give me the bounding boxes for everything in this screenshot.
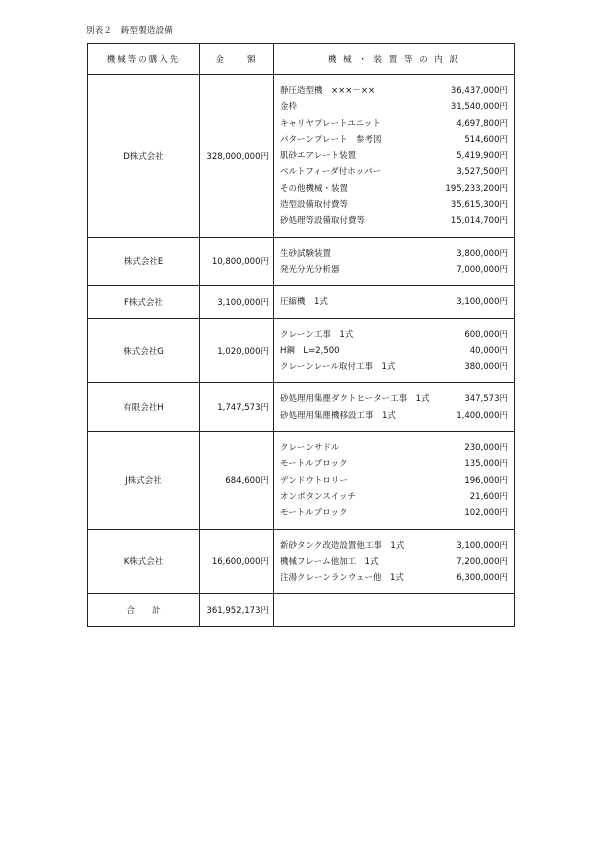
table-row: [88, 318, 515, 383]
header-details: 機 械 ・ 装 置 等 の 内 訳: [274, 44, 515, 75]
amount-cell: 1,747,573円: [200, 383, 274, 432]
item-name: キャリヤプレートユニット: [280, 118, 381, 129]
detail-line: [280, 570, 508, 586]
detail-line: [280, 505, 508, 521]
equipment-table: [87, 43, 515, 627]
item-name: デンドウトロリー: [280, 475, 348, 486]
detail-line: [280, 132, 508, 148]
item-price: 380,000円: [464, 362, 508, 373]
item-price: 5,419,900円: [456, 151, 508, 162]
item-price: 4,697,800円: [456, 118, 508, 129]
item-price: 21,600円: [469, 491, 508, 502]
detail-line: [280, 408, 508, 424]
amount-cell: 328,000,000円: [200, 75, 274, 238]
amount-cell: 1,020,000円: [200, 318, 274, 383]
detail-line: [280, 197, 508, 213]
vendor-cell: F株式会社: [88, 286, 200, 318]
vendor-cell: 株式会社G: [88, 318, 200, 383]
item-name: 機械フレーム他加工 1式: [280, 556, 379, 567]
table-row: [88, 237, 515, 286]
item-name: ベルトフィーダ付ホッパー: [280, 167, 382, 178]
detail-line: [280, 83, 508, 99]
detail-line: [280, 343, 508, 359]
item-name: 砂処理用集塵ダクトヒーター工事 1式: [280, 394, 430, 405]
table-row: [88, 75, 515, 238]
item-name: 注湯クレーンランウェー他 1式: [280, 573, 404, 584]
item-name: 圧縮機 1式: [280, 297, 328, 308]
vendor-cell: D株式会社: [88, 75, 200, 238]
item-price: 3,100,000円: [456, 540, 508, 551]
item-name: 生砂試験装置: [280, 248, 332, 259]
item-price: 102,000円: [464, 508, 508, 519]
amount-cell: 684,600円: [200, 432, 274, 529]
item-name: その他機械・装置: [280, 183, 349, 194]
detail-line: [280, 327, 508, 343]
details-cell: [274, 383, 515, 432]
item-price: 1,400,000円: [456, 410, 508, 421]
table-row: [88, 286, 515, 318]
item-name: 金枠: [280, 102, 298, 113]
item-name: クレーンサドル: [280, 443, 340, 454]
detail-line: [280, 99, 508, 115]
detail-line: [280, 181, 508, 197]
detail-line: [280, 294, 508, 310]
item-price: 35,615,300円: [450, 200, 508, 211]
item-price: 347,573円: [464, 394, 508, 405]
detail-line: [280, 213, 508, 229]
item-price: 3,800,000円: [456, 248, 508, 259]
total-empty-cell: [274, 594, 515, 627]
detail-line: [280, 473, 508, 489]
detail-line: [280, 262, 508, 278]
vendor-cell: 有限会社H: [88, 383, 200, 432]
item-name: 肌砂エアレート装置: [280, 151, 357, 162]
item-price: 7,000,000円: [456, 264, 508, 275]
item-price: 230,000円: [464, 443, 508, 454]
table-caption: 別表２ 鋳型製造設備: [86, 26, 174, 36]
detail-line: [280, 246, 508, 262]
detail-line: [280, 148, 508, 164]
table-row: [88, 529, 515, 594]
total-row: [88, 594, 515, 627]
details-cell: [274, 75, 515, 238]
item-name: 砂処理等設備取付費等: [280, 216, 366, 227]
vendor-cell: K株式会社: [88, 529, 200, 594]
header-row: [88, 44, 515, 75]
amount-cell: 10,800,000円: [200, 237, 274, 286]
item-price: 31,540,000円: [450, 102, 508, 113]
item-price: 15,014,700円: [450, 216, 508, 227]
total-label: 合 計: [88, 594, 200, 627]
detail-line: [280, 456, 508, 472]
table-body: [88, 75, 515, 627]
detail-line: [280, 359, 508, 375]
item-name: クレーン工事 1式: [280, 329, 354, 340]
item-price: 36,437,000円: [450, 86, 508, 96]
detail-line: [280, 489, 508, 505]
detail-line: [280, 164, 508, 180]
table-row: [88, 383, 515, 432]
item-name: オンボタンスイッチ: [280, 491, 356, 502]
detail-line: [280, 554, 508, 570]
item-price: 3,527,500円: [456, 167, 508, 178]
item-name: モートルブロック: [280, 459, 348, 470]
item-price: 40,000円: [469, 345, 508, 356]
item-price: 3,100,000円: [456, 297, 508, 308]
item-price: 600,000円: [464, 329, 508, 340]
item-name: パターンプレート 参考図: [280, 134, 382, 145]
item-name: クレーンレール取付工事 1式: [280, 362, 396, 373]
item-price: 135,000円: [464, 459, 508, 470]
details-cell: [274, 237, 515, 286]
item-name: 発光分光分析器: [280, 264, 340, 275]
item-name: H鋼 L=2,500: [280, 345, 340, 356]
header-vendor: 機械等の購入先: [88, 44, 200, 75]
details-cell: [274, 318, 515, 383]
item-price: 7,200,000円: [456, 556, 508, 567]
item-name: 砂処理用集塵機移設工事 1式: [280, 410, 396, 421]
details-cell: [274, 529, 515, 594]
detail-line: [280, 440, 508, 456]
item-name: 造型設備取付費等: [280, 200, 349, 211]
item-price: 6,300,000円: [456, 573, 508, 584]
vendor-cell: J株式会社: [88, 432, 200, 529]
amount-cell: 16,600,000円: [200, 529, 274, 594]
total-amount: 361,952,173円: [200, 594, 274, 627]
table-row: [88, 432, 515, 529]
item-price: 514,600円: [464, 134, 508, 145]
detail-line: [280, 538, 508, 554]
item-name: モートルブロック: [280, 508, 348, 519]
detail-line: [280, 116, 508, 132]
details-cell: [274, 286, 515, 318]
detail-line: [280, 391, 508, 407]
item-name: 新砂タンク改造設置他工事 1式: [280, 540, 405, 551]
header-amount: 金 額: [200, 44, 274, 75]
vendor-cell: 株式会社E: [88, 237, 200, 286]
amount-cell: 3,100,000円: [200, 286, 274, 318]
item-name: 静圧造型機 ×××－××: [280, 86, 376, 96]
details-cell: [274, 432, 515, 529]
item-price: 195,233,200円: [445, 183, 508, 194]
item-price: 196,000円: [464, 475, 508, 486]
